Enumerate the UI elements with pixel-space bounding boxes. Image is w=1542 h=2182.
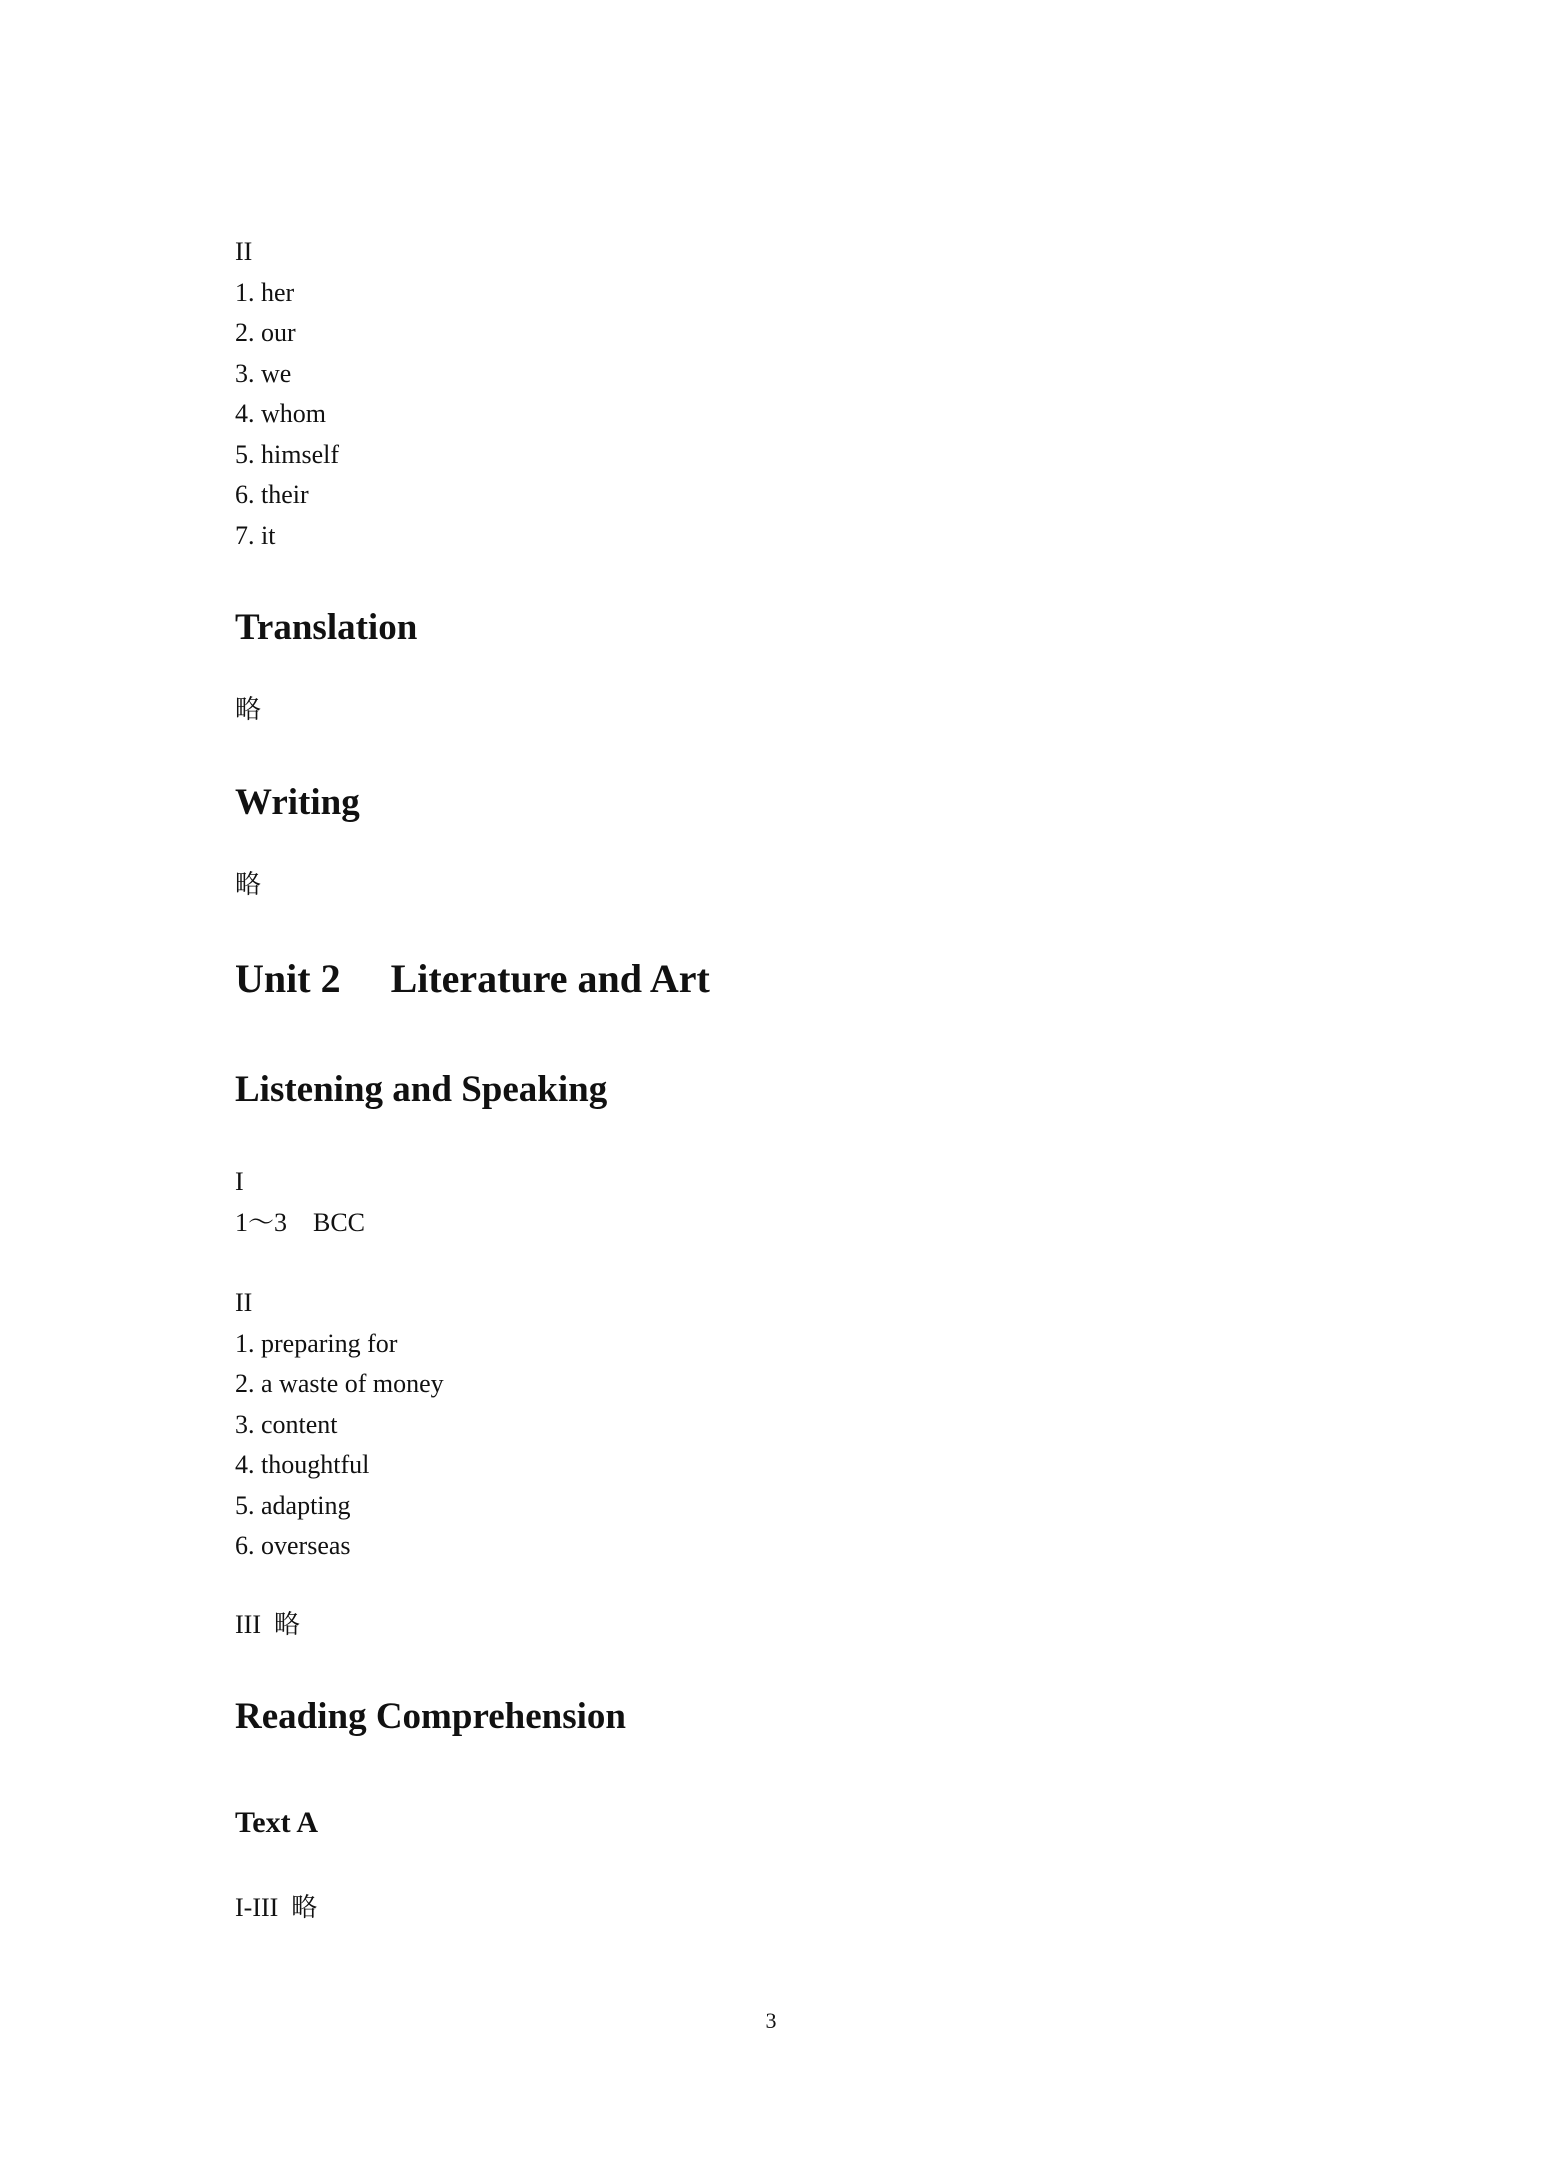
text-a-content: I-III 略: [235, 1893, 318, 1922]
listening-part-i: [235, 1162, 1335, 1243]
answer-item: 1. preparing for: [235, 1328, 398, 1358]
answer-item: 4. whom: [235, 399, 326, 428]
translation-heading: Translation: [235, 607, 418, 648]
translation-content: 略: [235, 695, 262, 724]
answer-item: 2. our: [235, 318, 296, 347]
answer-item: 4. thoughtful: [235, 1450, 370, 1479]
answer-item: 1. her: [235, 277, 295, 307]
page-number: 3: [765, 2008, 777, 2033]
answer-item: 5. himself: [235, 439, 339, 469]
answer-item: 5. adapting: [235, 1490, 351, 1520]
unit-heading: Unit 2 Literature and Art: [235, 956, 710, 1001]
part-answer: 1～3 BCC: [235, 1207, 366, 1237]
listening-part-ii: [235, 1283, 1335, 1567]
answer-item: 6. their: [235, 480, 309, 509]
text-a-heading: Text A: [235, 1806, 319, 1839]
listening-heading: Listening and Speaking: [235, 1069, 608, 1110]
reading-heading: Reading Comprehension: [235, 1696, 626, 1737]
answer-item: 3. content: [235, 1409, 338, 1439]
writing-heading: Writing: [235, 781, 360, 823]
writing-content: 略: [235, 869, 262, 899]
part-label: I: [235, 1167, 244, 1196]
answer-item: 6. overseas: [235, 1531, 351, 1560]
answer-item: 2. a waste of money: [235, 1369, 444, 1398]
document-body: [235, 232, 1335, 1929]
listening-part-iii: III 略: [235, 1609, 300, 1639]
part-label: II: [235, 1288, 253, 1317]
answer-item: 7. it: [235, 520, 276, 550]
answer-item: 3. we: [235, 358, 292, 388]
section-label: II: [235, 237, 253, 266]
section-ii: [235, 232, 1335, 556]
